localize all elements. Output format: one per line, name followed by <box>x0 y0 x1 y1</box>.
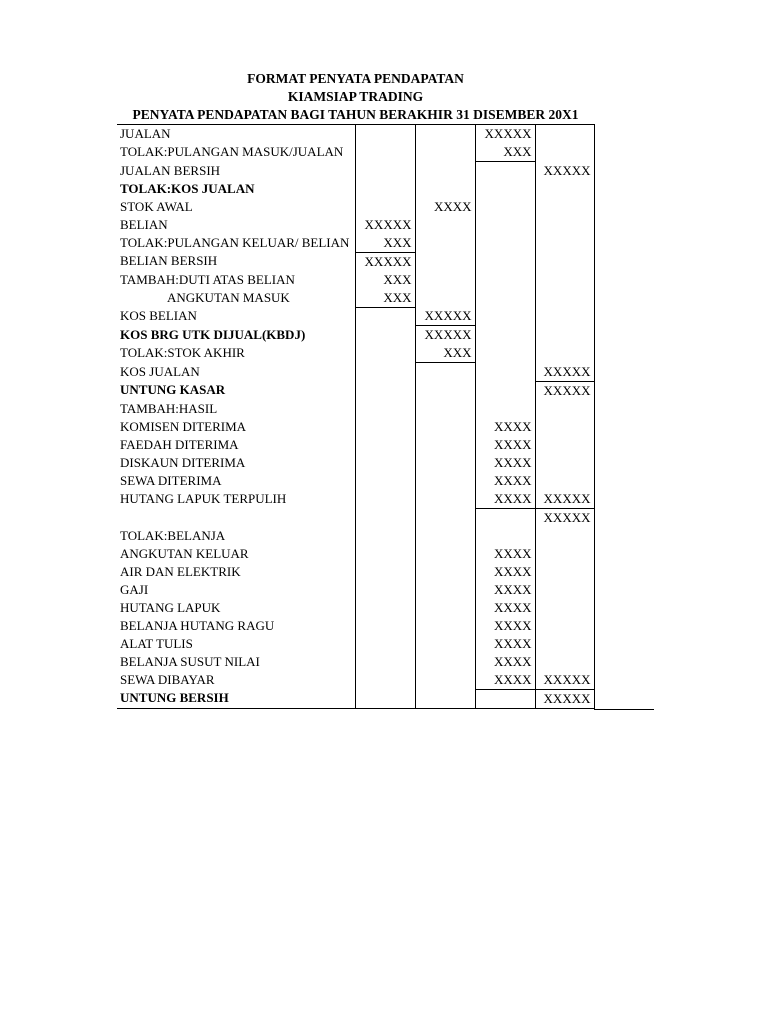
amount-col-1 <box>355 527 415 545</box>
row-label: ANGKUTAN MASUK <box>117 289 355 308</box>
row-label: JUALAN <box>117 125 355 144</box>
row-label: TAMBAH:DUTI ATAS BELIAN <box>117 271 355 289</box>
amount-col-1 <box>355 143 415 162</box>
amount-col-2: XXXX <box>415 198 475 216</box>
amount-col-4 <box>535 180 594 198</box>
amount-col-3 <box>475 198 535 216</box>
statement-row <box>117 653 594 671</box>
row-label: SEWA DIBAYAR <box>117 671 355 690</box>
amount-col-2 <box>415 162 475 180</box>
amount-col-4 <box>535 527 594 545</box>
statement-row <box>117 689 594 708</box>
amount-col-2 <box>415 599 475 617</box>
amount-col-3: XXXX <box>475 671 535 690</box>
amount-col-2 <box>415 527 475 545</box>
amount-col-1 <box>355 490 415 509</box>
row-label: KOS JUALAN <box>117 363 355 382</box>
statement-row <box>117 162 594 180</box>
row-label: DISKAUN DITERIMA <box>117 454 355 472</box>
amount-col-2 <box>415 289 475 308</box>
amount-col-1 <box>355 418 415 436</box>
amount-col-4 <box>535 635 594 653</box>
amount-col-4 <box>535 472 594 490</box>
amount-col-2 <box>415 180 475 198</box>
amount-col-3 <box>475 252 535 271</box>
row-label: BELANJA HUTANG RAGU <box>117 617 355 635</box>
statement-row <box>117 563 594 581</box>
statement-title: PENYATA PENDAPATAN BAGI TAHUN BERAKHIR 31 DISEMBER 20X1 <box>132 107 579 122</box>
amount-col-1 <box>355 581 415 599</box>
amount-col-2 <box>415 581 475 599</box>
format-title: FORMAT PENYATA PENDAPATAN <box>247 71 464 86</box>
amount-col-3 <box>475 508 535 527</box>
row-label: SEWA DITERIMA <box>117 472 355 490</box>
amount-col-4 <box>535 400 594 418</box>
amount-col-2: XXXXX <box>415 307 475 326</box>
amount-col-3 <box>475 326 535 345</box>
row-label: HUTANG LAPUK <box>117 599 355 617</box>
amount-col-3 <box>475 216 535 234</box>
amount-col-4 <box>535 289 594 308</box>
amount-col-1 <box>355 472 415 490</box>
amount-col-4 <box>535 563 594 581</box>
amount-col-1 <box>355 180 415 198</box>
row-label: TOLAK:PULANGAN MASUK/JUALAN <box>117 143 355 162</box>
amount-col-2 <box>415 454 475 472</box>
statement-row <box>117 545 594 563</box>
amount-col-3: XXXX <box>475 454 535 472</box>
amount-col-2 <box>415 271 475 289</box>
amount-col-2 <box>415 635 475 653</box>
amount-col-1: XXXXX <box>355 252 415 271</box>
amount-col-4 <box>535 581 594 599</box>
statement-row <box>117 472 594 490</box>
statement-row <box>117 527 594 545</box>
statement-row <box>117 216 594 234</box>
row-label: ALAT TULIS <box>117 635 355 653</box>
amount-col-4 <box>535 143 594 162</box>
row-label: JUALAN BERSIH <box>117 162 355 180</box>
amount-col-1 <box>355 125 415 144</box>
statement-row <box>117 307 594 326</box>
row-label: TAMBAH:HASIL <box>117 400 355 418</box>
amount-col-4 <box>535 216 594 234</box>
amount-col-4 <box>535 454 594 472</box>
statement-row <box>117 198 594 216</box>
amount-col-4 <box>535 599 594 617</box>
row-label: STOK AWAL <box>117 198 355 216</box>
amount-col-1: XXXXX <box>355 216 415 234</box>
amount-col-4 <box>535 307 594 326</box>
row-label: ANGKUTAN KELUAR <box>117 545 355 563</box>
amount-col-3 <box>475 344 535 363</box>
row-label: TOLAK:PULANGAN KELUAR/ BELIAN <box>117 234 355 253</box>
amount-col-2 <box>415 653 475 671</box>
amount-col-3: XXXX <box>475 563 535 581</box>
amount-col-3: XXXX <box>475 545 535 563</box>
amount-col-3: XXXX <box>475 581 535 599</box>
amount-col-1 <box>355 198 415 216</box>
amount-col-4: XXXXX <box>535 689 594 708</box>
amount-col-1: XXX <box>355 289 415 308</box>
amount-col-3: XXXXX <box>475 125 535 144</box>
statement-row <box>117 381 594 400</box>
amount-col-2 <box>415 143 475 162</box>
statement-row <box>117 180 594 198</box>
amount-col-2: XXX <box>415 344 475 363</box>
net-profit-extension-line <box>594 709 654 710</box>
income-statement-body <box>117 125 594 709</box>
amount-col-2 <box>415 418 475 436</box>
amount-col-1 <box>355 545 415 563</box>
row-label: FAEDAH DITERIMA <box>117 436 355 454</box>
amount-col-4 <box>535 418 594 436</box>
statement-row <box>117 363 594 382</box>
statement-row <box>117 125 594 144</box>
amount-col-2 <box>415 363 475 382</box>
amount-col-4 <box>535 198 594 216</box>
amount-col-3: XXXX <box>475 635 535 653</box>
income-statement-table <box>117 124 595 709</box>
statement-row <box>117 143 594 162</box>
amount-col-2: XXXXX <box>415 326 475 345</box>
amount-col-1 <box>355 307 415 326</box>
amount-col-4: XXXXX <box>535 671 594 690</box>
amount-col-3 <box>475 271 535 289</box>
amount-col-4 <box>535 617 594 635</box>
statement-row <box>117 508 594 527</box>
statement-row <box>117 671 594 690</box>
row-label: TOLAK:STOK AKHIR <box>117 344 355 363</box>
statement-row <box>117 271 594 289</box>
amount-col-1 <box>355 671 415 690</box>
statement-row <box>117 252 594 271</box>
amount-col-2 <box>415 508 475 527</box>
amount-col-3 <box>475 527 535 545</box>
amount-col-3: XXX <box>475 143 535 162</box>
amount-col-2 <box>415 252 475 271</box>
amount-col-4 <box>535 344 594 363</box>
amount-col-1 <box>355 344 415 363</box>
row-label: AIR DAN ELEKTRIK <box>117 563 355 581</box>
amount-col-3: XXXX <box>475 472 535 490</box>
amount-col-4 <box>535 234 594 253</box>
amount-col-3: XXXX <box>475 436 535 454</box>
amount-col-1 <box>355 635 415 653</box>
amount-col-2 <box>415 125 475 144</box>
statement-row <box>117 454 594 472</box>
amount-col-3 <box>475 289 535 308</box>
amount-col-4 <box>535 271 594 289</box>
amount-col-3 <box>475 234 535 253</box>
amount-col-2 <box>415 400 475 418</box>
amount-col-4 <box>535 252 594 271</box>
statement-row <box>117 344 594 363</box>
amount-col-1 <box>355 363 415 382</box>
amount-col-4: XXXXX <box>535 508 594 527</box>
amount-col-2 <box>415 545 475 563</box>
statement-row <box>117 581 594 599</box>
row-label: HUTANG LAPUK TERPULIH <box>117 490 355 509</box>
amount-col-3: XXXX <box>475 418 535 436</box>
row-label: BELIAN <box>117 216 355 234</box>
amount-col-1 <box>355 326 415 345</box>
statement-row <box>117 418 594 436</box>
amount-col-4: XXXXX <box>535 381 594 400</box>
row-label <box>117 508 355 527</box>
amount-col-4: XXXXX <box>535 490 594 509</box>
amount-col-1 <box>355 381 415 400</box>
amount-col-1 <box>355 617 415 635</box>
amount-col-4 <box>535 125 594 144</box>
amount-col-1 <box>355 653 415 671</box>
row-label: BELIAN BERSIH <box>117 252 355 271</box>
row-label: KOS BELIAN <box>117 307 355 326</box>
row-label: BELANJA SUSUT NILAI <box>117 653 355 671</box>
amount-col-1: XXX <box>355 234 415 253</box>
row-label: KOMISEN DITERIMA <box>117 418 355 436</box>
amount-col-1 <box>355 436 415 454</box>
row-label: UNTUNG BERSIH <box>117 689 355 708</box>
row-label: GAJI <box>117 581 355 599</box>
amount-col-4 <box>535 653 594 671</box>
amount-col-1: XXX <box>355 271 415 289</box>
statement-row <box>117 326 594 345</box>
row-label: TOLAK:BELANJA <box>117 527 355 545</box>
amount-col-3 <box>475 381 535 400</box>
amount-col-2 <box>415 381 475 400</box>
amount-col-3 <box>475 307 535 326</box>
amount-col-1 <box>355 599 415 617</box>
company-name: KIAMSIAP TRADING <box>287 89 424 104</box>
statement-row <box>117 617 594 635</box>
amount-col-2 <box>415 671 475 690</box>
amount-col-2 <box>415 563 475 581</box>
amount-col-1 <box>355 689 415 708</box>
amount-col-1 <box>355 563 415 581</box>
amount-col-3: XXXX <box>475 653 535 671</box>
amount-col-3 <box>475 400 535 418</box>
amount-col-2 <box>415 472 475 490</box>
amount-col-2 <box>415 689 475 708</box>
amount-col-2 <box>415 490 475 509</box>
statement-header <box>117 70 594 124</box>
amount-col-3: XXXX <box>475 617 535 635</box>
row-label: KOS BRG UTK DIJUAL(KBDJ) <box>117 326 355 345</box>
statement-row <box>117 635 594 653</box>
amount-col-4 <box>535 326 594 345</box>
statement-row <box>117 400 594 418</box>
amount-col-3 <box>475 363 535 382</box>
amount-col-2 <box>415 216 475 234</box>
amount-col-1 <box>355 162 415 180</box>
amount-col-1 <box>355 400 415 418</box>
amount-col-4: XXXXX <box>535 363 594 382</box>
statement-row <box>117 599 594 617</box>
row-label: UNTUNG KASAR <box>117 381 355 400</box>
amount-col-3 <box>475 689 535 708</box>
amount-col-3: XXXX <box>475 599 535 617</box>
statement-row <box>117 490 594 509</box>
amount-col-2 <box>415 234 475 253</box>
amount-col-2 <box>415 436 475 454</box>
amount-col-3: XXXX <box>475 490 535 509</box>
amount-col-4 <box>535 436 594 454</box>
statement-row <box>117 436 594 454</box>
row-label: TOLAK:KOS JUALAN <box>117 180 355 198</box>
statement-row <box>117 234 594 253</box>
amount-col-4: XXXXX <box>535 162 594 180</box>
amount-col-3 <box>475 180 535 198</box>
amount-col-1 <box>355 454 415 472</box>
statement-row <box>117 289 594 308</box>
amount-col-4 <box>535 545 594 563</box>
amount-col-3 <box>475 162 535 180</box>
amount-col-1 <box>355 508 415 527</box>
amount-col-2 <box>415 617 475 635</box>
